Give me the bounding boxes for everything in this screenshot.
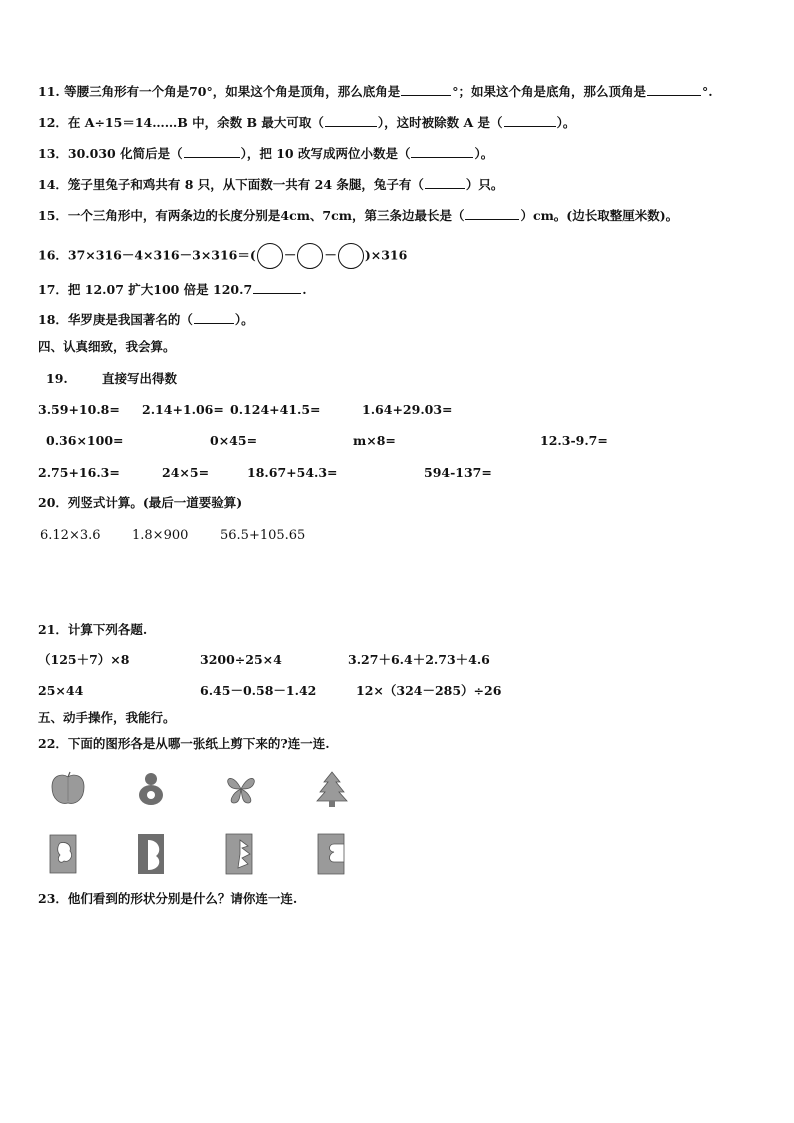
section-5-heading: 五、动手操作，我能行。 — [38, 710, 176, 725]
q19-item: 1.64+29.03= — [362, 402, 453, 417]
paper-sheet-1-icon[interactable] — [48, 833, 78, 875]
q19-item: 18.67+54.3= — [247, 465, 338, 480]
question-14 — [38, 176, 503, 194]
q16-minus-2: － — [324, 247, 337, 263]
q19-item: 24×5= — [162, 465, 210, 480]
q13-blank-1[interactable] — [184, 145, 240, 158]
q11-text-c: °. — [702, 84, 713, 99]
question-12 — [38, 114, 575, 132]
q13-text-c: ）。 — [474, 146, 494, 161]
q16-text-b: )×316 — [364, 247, 408, 263]
q11-text-a: 11. 等腰三角形有一个角是70°，如果这个角是顶角，那么底角是 — [38, 84, 401, 99]
q15-text-a: 15．一个三角形中，有两条边的长度分别是4cm、7cm，第三条边最长是（ — [38, 208, 465, 223]
q19-number: 19. — [46, 371, 68, 386]
q16-text-a: 16．37×316－4×316－3×316＝( — [38, 247, 256, 263]
q19-item: 0.124+41.5= — [230, 402, 321, 417]
q21-item: 12×（324－285）÷26 — [356, 683, 502, 698]
section-4-heading: 四、认真细致，我会算。 — [38, 339, 176, 354]
tree-shape-icon[interactable] — [314, 770, 350, 808]
q16-circle-2[interactable] — [297, 243, 323, 269]
q15-text-b: ）cm。(边长取整厘米数)。 — [520, 208, 679, 223]
q16-circle-1[interactable] — [257, 243, 283, 269]
q18-text-b: ）。 — [234, 312, 254, 327]
q19-title: 直接写出得数 — [102, 371, 178, 386]
apple-shape-icon[interactable] — [48, 771, 88, 807]
q17-text-b: . — [302, 282, 307, 297]
q14-text-a: 14．笼子里兔子和鸡共有 8 只，从下面数一共有 24 条腿，兔子有（ — [38, 177, 424, 192]
q11-text-b: °；如果这个角是底角，那么顶角是 — [452, 84, 647, 99]
q21-item: 3200÷25×4 — [200, 652, 282, 667]
question-13 — [38, 145, 493, 163]
question-16 — [38, 243, 407, 269]
q11-blank-2[interactable] — [647, 83, 701, 96]
q19-item: 3.59+10.8= — [38, 402, 120, 417]
q16-minus-1: － — [283, 247, 297, 263]
q12-text-b: ），这时被除数 A 是（ — [377, 115, 503, 130]
q20-item: 6.12×3.6 — [40, 528, 101, 543]
q19-item: 0×45= — [210, 433, 258, 448]
q14-blank-1[interactable] — [425, 176, 465, 189]
q18-blank-1[interactable] — [194, 311, 234, 324]
q12-text-c: ）。 — [556, 115, 576, 130]
flower-shape-icon[interactable] — [222, 771, 260, 807]
q21-item: （125＋7）×8 — [38, 652, 130, 667]
q17-text-a: 17．把 12.07 扩大100 倍是 120.7 — [38, 282, 253, 297]
q15-blank-1[interactable] — [465, 207, 519, 220]
q13-text-a: 13．30.030 化简后是（ — [38, 146, 183, 161]
q19-item: 594-137= — [424, 465, 492, 480]
paper-sheet-4-icon[interactable] — [316, 832, 346, 876]
q21-item: 25×44 — [38, 683, 84, 698]
paper-sheet-2-icon[interactable] — [136, 832, 166, 876]
q18-text-a: 18．华罗庚是我国著名的（ — [38, 312, 193, 327]
q21-item: 3.27＋6.4＋2.73＋4.6 — [348, 652, 490, 667]
gourd-shape-icon[interactable] — [134, 769, 168, 807]
question-11 — [38, 83, 713, 101]
q13-text-b: ），把 10 改写成两位小数是（ — [240, 146, 411, 161]
q19-item: 0.36×100= — [46, 433, 124, 448]
q17-blank-1[interactable] — [253, 281, 301, 294]
q20-item: 1.8×900 — [132, 528, 189, 543]
q21-item: 6.45－0.58－1.42 — [200, 683, 317, 698]
q23-title: 23．他们看到的形状分别是什么？请你连一连. — [38, 891, 298, 906]
q20-item: 56.5+105.65 — [220, 528, 306, 543]
q12-text-a: 12．在 A÷15＝14……B 中，余数 B 最大可取（ — [38, 115, 324, 130]
question-15 — [38, 207, 678, 225]
q12-blank-1[interactable] — [325, 114, 377, 127]
q16-circle-3[interactable] — [338, 243, 364, 269]
q20-title: 20．列竖式计算。(最后一道要验算) — [38, 495, 243, 510]
q19-item: 2.75+16.3= — [38, 465, 120, 480]
q21-title: 21．计算下列各题. — [38, 622, 148, 637]
question-18 — [38, 311, 254, 329]
question-17 — [38, 281, 307, 299]
q13-blank-2[interactable] — [411, 145, 473, 158]
paper-sheet-3-icon[interactable] — [224, 832, 254, 876]
q19-item: 2.14+1.06= — [142, 402, 224, 417]
q22-title: 22．下面的图形各是从哪一张纸上剪下来的?连一连. — [38, 736, 330, 751]
q19-item: 12.3-9.7= — [540, 433, 608, 448]
q14-text-b: ）只。 — [465, 177, 504, 192]
q11-blank-1[interactable] — [401, 83, 451, 96]
q19-item: m×8= — [353, 433, 396, 448]
q12-blank-2[interactable] — [504, 114, 556, 127]
